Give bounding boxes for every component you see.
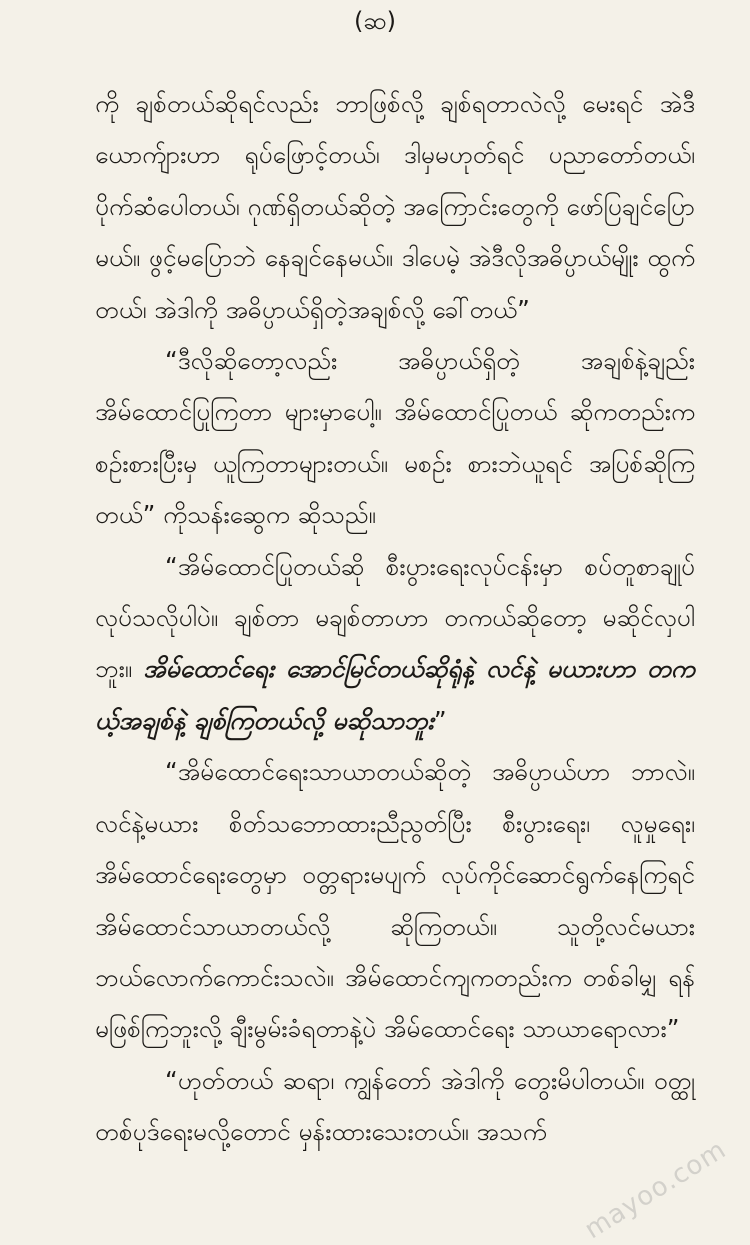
text-segment: ကို ချစ်တယ်ဆိုရင်လည်း ဘာဖြစ်လို့ ချစ်ရတာလဲလို့ မေးရင် အဲဒီယောက်ျားဟာ ရုပ်ဖြောင့်တယ်၊ ဒါမှမဟုတ်ရင် ပညာတော်တယ်၊ ပိုက်ဆံပေါတယ်၊ ဂုဏ်ရှိတယ်ဆိုတဲ့ အကြောင်းတွေကို ဖော်ပြချင်ပြောမယ်။ ဖွင့်မပြောဘဲ နေချင်နေမယ်။ ဒါပေမဲ့ အဲဒီလိုအဓိပ္ပာယ်မျိုး ထွက်တယ်၊ အဲဒါကို အဓိပ္ပာယ်ရှိတဲ့အချစ်လို့ ခေါ်တယ်” (95, 89, 695, 324)
paragraph (95, 335, 695, 541)
page-number: (ဆ) (354, 7, 396, 35)
paragraph (95, 541, 695, 747)
text-segment: “အိမ်ထောင်ပြုတယ်ဆို စီးပွားရေးလုပ်ငန်းမှာ စပ်တူစာချုပ်လုပ်သလိုပါပဲ။ ချစ်တာ မချစ်တာဟာ တကယ်ဆိုတော့ မဆိုင်လှပါဘူး။ (95, 551, 695, 684)
paragraph (95, 746, 695, 1054)
text-segment: “အိမ်ထောင်ရေးသာယာတယ်ဆိုတဲ့ အဓိပ္ပာယ်ဟာ ဘာလဲ။ လင်နဲ့မယား စိတ်သဘောထားညီညွတ်ပြီး စီးပွားရေး၊ လူမှုရေး၊ အိမ်ထောင်ရေးတွေမှာ ဝတ္တရားမပျက် လုပ်ကိုင်ဆောင်ရွက်နေကြရင် အိမ်ထောင်သာယာတယ်လို့ ဆိုကြတယ်။ သူတို့လင်မယား ဘယ်လောက်ကောင်းသလဲ။ အိမ်ထောင်ကျကတည်းက တစ်ခါမျှ ရန်မဖြစ်ကြဘူးလို့ ချီးမွမ်းခံရတာနဲ့ပဲ အိမ်ထောင်ရေး သာယာရောလား” (95, 757, 695, 1044)
emphasized-text: အိမ်ထောင်ရေး အောင်မြင်တယ်ဆိုရုံနဲ့ လင်နဲ့ မယားဟာ တကယ့်အချစ်နဲ့ ချစ်ကြတယ်လို့ မဆိုသာဘူး (95, 654, 695, 735)
watermark: mayoo.com (579, 1134, 732, 1245)
paragraph (95, 1055, 695, 1158)
paragraph (95, 78, 695, 335)
text-segment: “ဒီလိုဆိုတော့လည်း အဓိပ္ပာယ်ရှိတဲ့ အချစ်နဲ့ချည်း အိမ်ထောင်ပြုကြတာ များမှာပေါ့။ အိမ်ထောင်ပြုတယ် ဆိုကတည်းက စဉ်းစားပြီးမှ ယူကြတာများတယ်။ မစဉ်း စားဘဲယူရင် အပြစ်ဆိုကြတယ်” ကိုသန်းဆွေက ဆိုသည်။ (95, 346, 695, 530)
text-segment: ” (433, 705, 447, 735)
text-segment: “ဟုတ်တယ် ဆရာ၊ ကျွန်တော် အဲဒါကို တွေးမိပါတယ်။ ဝတ္ထုတစ်ပုဒ်ရေးမလို့တောင် မှန်းထားသေးတယ်။ အသက် (95, 1065, 695, 1147)
body-text (95, 78, 695, 1158)
